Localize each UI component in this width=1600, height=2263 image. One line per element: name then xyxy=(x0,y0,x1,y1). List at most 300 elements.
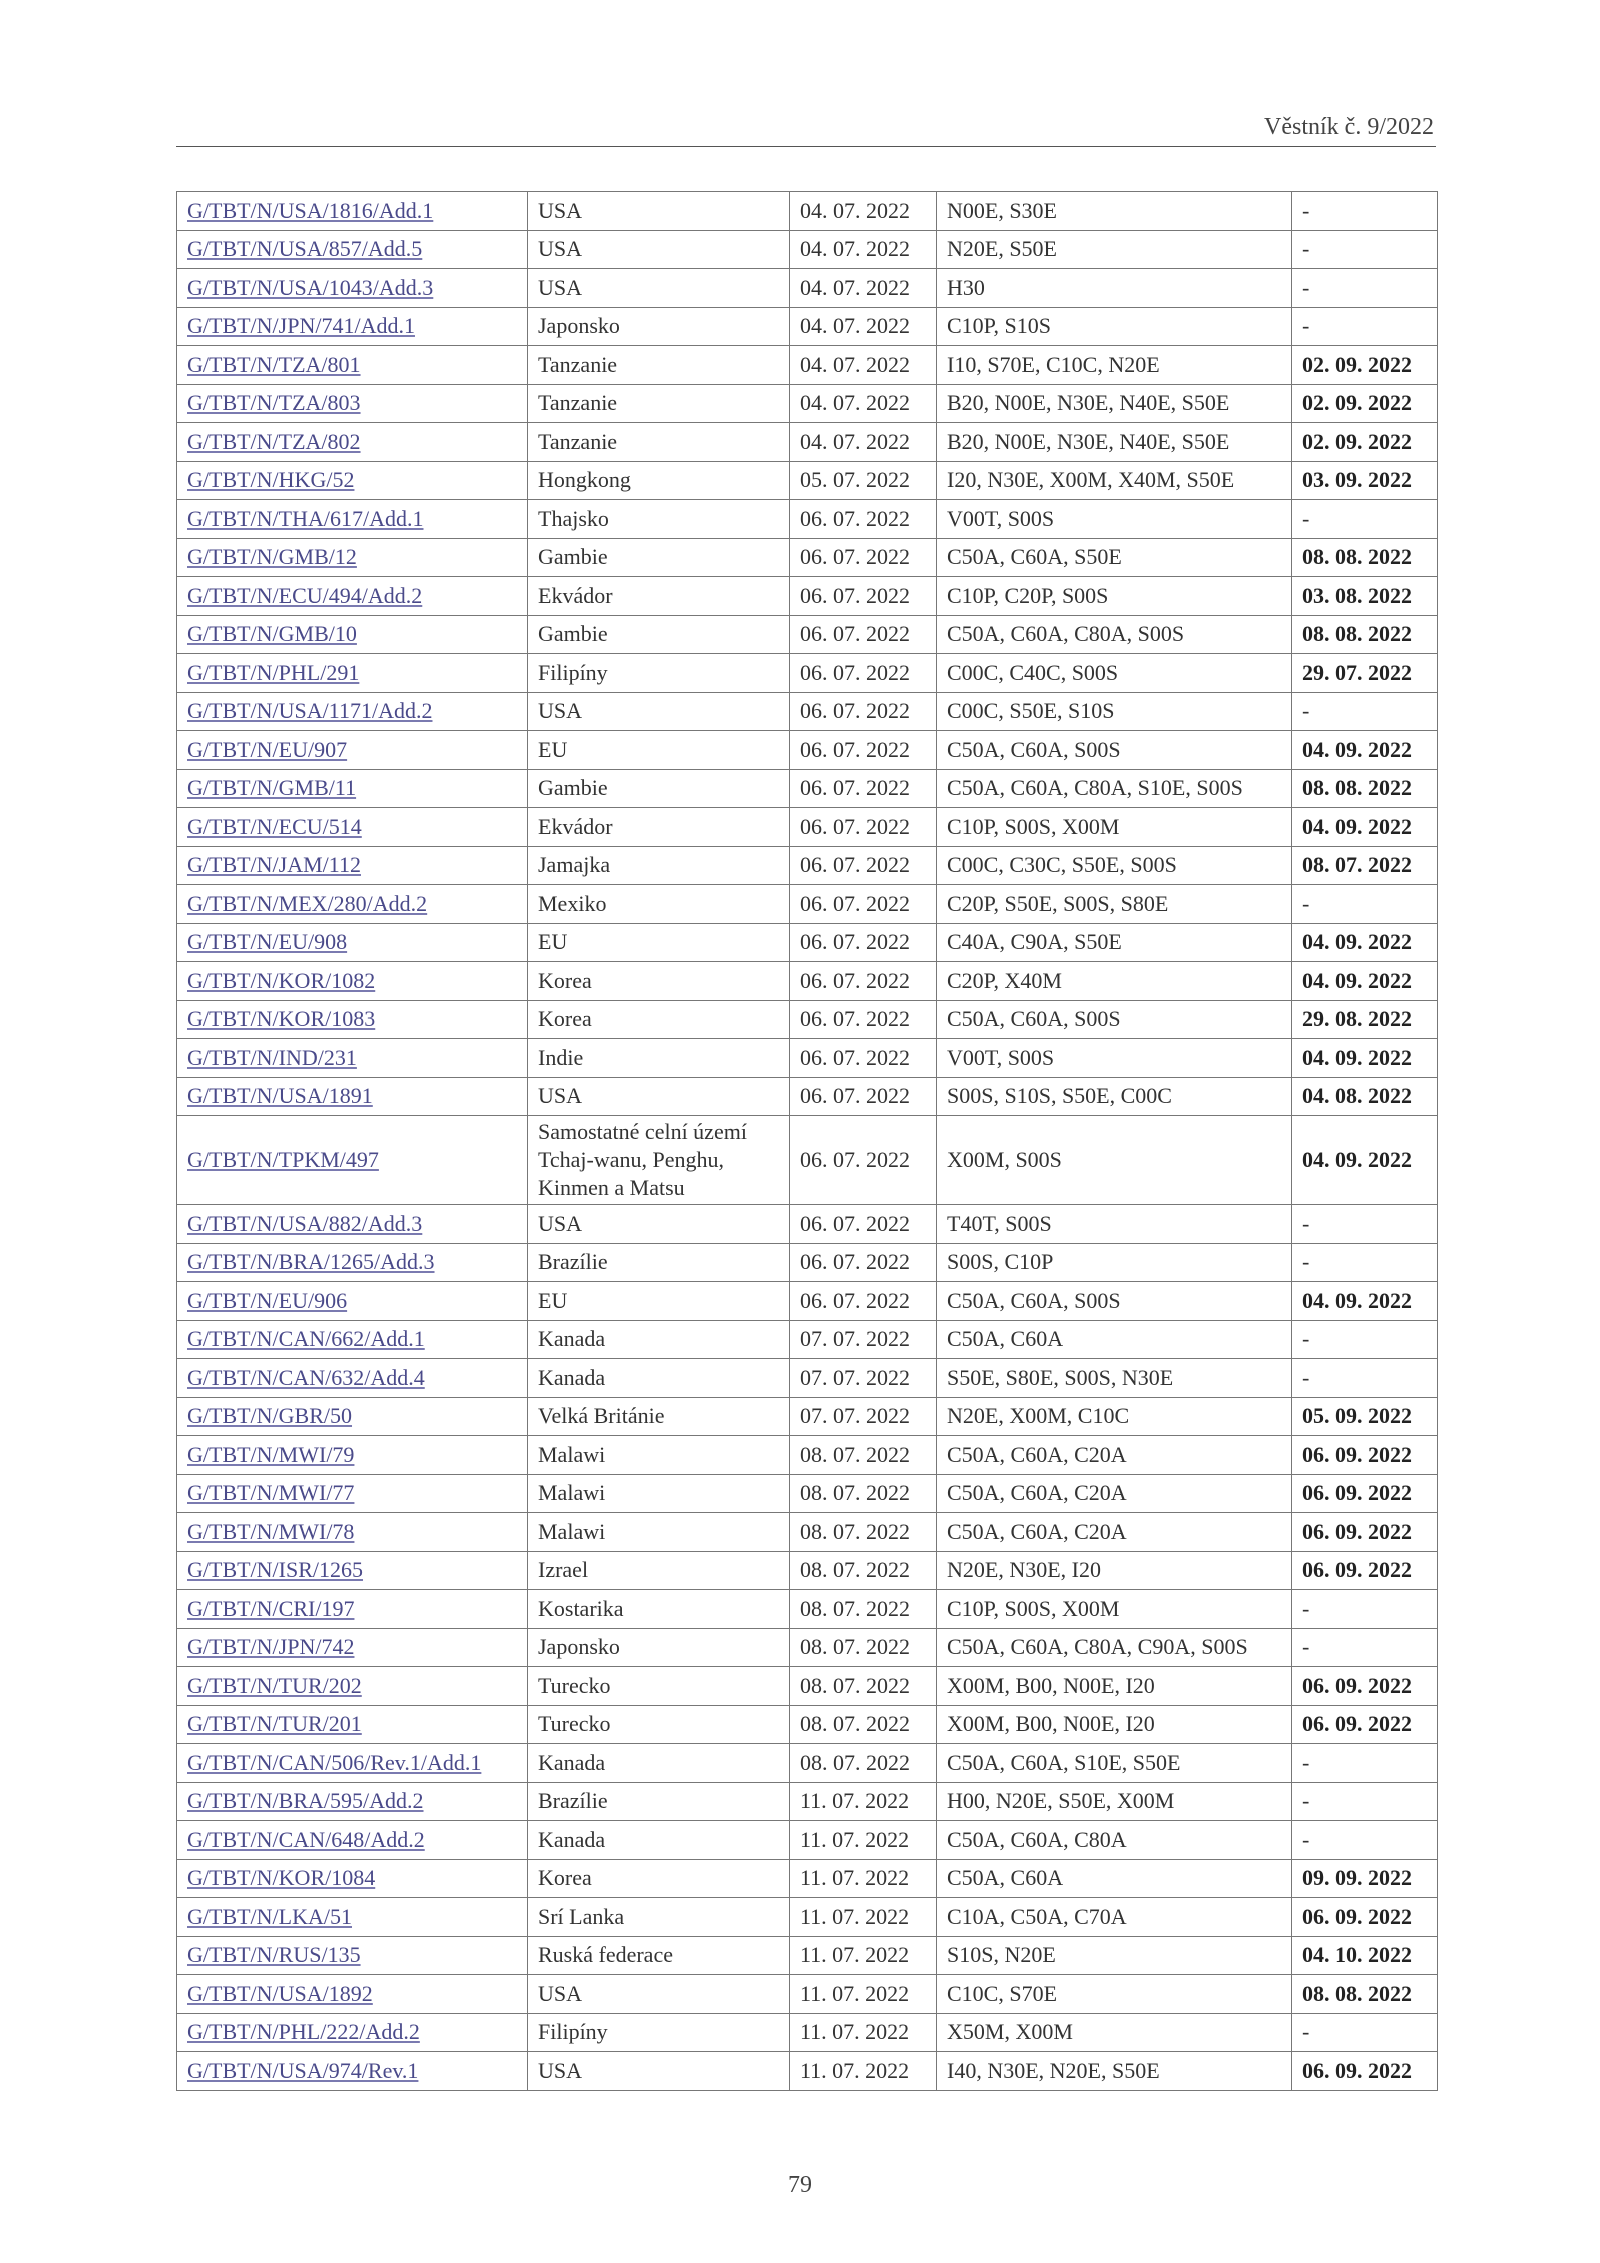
codes-cell: C20P, S50E, S00S, S80E xyxy=(937,885,1292,924)
codes-cell: C50A, C60A, C80A, S10E, S00S xyxy=(937,769,1292,808)
notification-symbol-link[interactable]: G/TBT/N/EU/908 xyxy=(187,929,348,955)
codes-cell: N00E, S30E xyxy=(937,192,1292,231)
country-cell: Filipíny xyxy=(528,654,790,693)
deadline-cell: - xyxy=(1292,1320,1438,1359)
codes-cell: C50A, C60A, C20A xyxy=(937,1513,1292,1552)
country-cell: Kostarika xyxy=(528,1590,790,1629)
journal-title: Věstník č. 9/2022 xyxy=(1264,114,1434,140)
notification-symbol-link[interactable]: G/TBT/N/USA/1171/Add.2 xyxy=(187,698,433,724)
date-cell: 08. 07. 2022 xyxy=(790,1551,937,1590)
notification-symbol-link[interactable]: G/TBT/N/USA/1043/Add.3 xyxy=(187,274,434,300)
country-cell: Kanada xyxy=(528,1821,790,1860)
table-row xyxy=(177,384,1438,423)
notification-symbol-link[interactable]: G/TBT/N/BRA/595/Add.2 xyxy=(187,1788,424,1814)
symbol-cell xyxy=(177,615,528,654)
date-cell: 08. 07. 2022 xyxy=(790,1513,937,1552)
notification-symbol-link[interactable]: G/TBT/N/MEX/280/Add.2 xyxy=(187,890,428,916)
notification-symbol-link[interactable]: G/TBT/N/EU/906 xyxy=(187,1287,348,1313)
table-row xyxy=(177,1898,1438,1937)
date-cell: 06. 07. 2022 xyxy=(790,923,937,962)
table-row xyxy=(177,1936,1438,1975)
codes-cell: V00T, S00S xyxy=(937,1039,1292,1078)
codes-cell: I20, N30E, X00M, X40M, S50E xyxy=(937,461,1292,500)
country-cell: Jamajka xyxy=(528,846,790,885)
symbol-cell xyxy=(177,808,528,847)
country-cell: Mexiko xyxy=(528,885,790,924)
symbol-cell xyxy=(177,346,528,385)
deadline-cell: - xyxy=(1292,307,1438,346)
table-row xyxy=(177,615,1438,654)
table-row xyxy=(177,769,1438,808)
deadline-cell: 02. 09. 2022 xyxy=(1292,423,1438,462)
deadline-cell: 06. 09. 2022 xyxy=(1292,1436,1438,1475)
date-cell: 06. 07. 2022 xyxy=(790,808,937,847)
date-cell: 06. 07. 2022 xyxy=(790,1243,937,1282)
deadline-cell: 06. 09. 2022 xyxy=(1292,1705,1438,1744)
country-cell: Malawi xyxy=(528,1474,790,1513)
date-cell: 08. 07. 2022 xyxy=(790,1628,937,1667)
notification-symbol-link[interactable]: G/TBT/N/IND/231 xyxy=(187,1044,357,1070)
country-cell: USA xyxy=(528,192,790,231)
deadline-cell: - xyxy=(1292,1628,1438,1667)
date-cell: 06. 07. 2022 xyxy=(790,692,937,731)
date-cell: 04. 07. 2022 xyxy=(790,269,937,308)
country-cell: USA xyxy=(528,692,790,731)
deadline-cell: 09. 09. 2022 xyxy=(1292,1859,1438,1898)
country-cell: EU xyxy=(528,1282,790,1321)
notification-symbol-link[interactable]: G/TBT/N/GBR/50 xyxy=(187,1403,353,1429)
date-cell: 07. 07. 2022 xyxy=(790,1359,937,1398)
symbol-cell xyxy=(177,1705,528,1744)
deadline-cell: 04. 09. 2022 xyxy=(1292,923,1438,962)
country-cell: Tanzanie xyxy=(528,384,790,423)
date-cell: 11. 07. 2022 xyxy=(790,2013,937,2052)
country-cell: Korea xyxy=(528,962,790,1001)
country-cell: Gambie xyxy=(528,615,790,654)
codes-cell: I40, N30E, N20E, S50E xyxy=(937,2052,1292,2091)
table-row xyxy=(177,1397,1438,1436)
symbol-cell xyxy=(177,1859,528,1898)
country-cell: Japonsko xyxy=(528,1628,790,1667)
codes-cell: I10, S70E, C10C, N20E xyxy=(937,346,1292,385)
symbol-cell xyxy=(177,1282,528,1321)
symbol-cell xyxy=(177,1936,528,1975)
symbol-cell xyxy=(177,461,528,500)
table-row xyxy=(177,1282,1438,1321)
codes-cell: C10P, C20P, S00S xyxy=(937,577,1292,616)
date-cell: 06. 07. 2022 xyxy=(790,769,937,808)
date-cell: 06. 07. 2022 xyxy=(790,885,937,924)
country-cell: EU xyxy=(528,923,790,962)
symbol-cell xyxy=(177,1975,528,2014)
table-row xyxy=(177,1116,1438,1205)
symbol-cell xyxy=(177,1039,528,1078)
country-cell: Brazílie xyxy=(528,1243,790,1282)
date-cell: 11. 07. 2022 xyxy=(790,1859,937,1898)
notification-symbol-link[interactable]: G/TBT/N/CAN/662/Add.1 xyxy=(187,1326,425,1352)
page-header xyxy=(176,108,1436,147)
table-row xyxy=(177,577,1438,616)
date-cell: 04. 07. 2022 xyxy=(790,346,937,385)
symbol-cell xyxy=(177,1551,528,1590)
country-cell: Ruská federace xyxy=(528,1936,790,1975)
country-cell: Velká Británie xyxy=(528,1397,790,1436)
notification-symbol-link[interactable]: G/TBT/N/JPN/741/Add.1 xyxy=(187,313,415,339)
table-row xyxy=(177,1077,1438,1116)
country-cell: EU xyxy=(528,731,790,770)
symbol-cell xyxy=(177,1590,528,1629)
symbol-cell xyxy=(177,1000,528,1039)
deadline-cell: 06. 09. 2022 xyxy=(1292,1667,1438,1706)
symbol-cell xyxy=(177,1821,528,1860)
notification-symbol-link[interactable]: G/TBT/N/USA/1892 xyxy=(187,1980,373,2006)
symbol-cell xyxy=(177,731,528,770)
deadline-cell: - xyxy=(1292,230,1438,269)
symbol-cell xyxy=(177,846,528,885)
codes-cell: C10A, C50A, C70A xyxy=(937,1898,1292,1937)
deadline-cell: - xyxy=(1292,269,1438,308)
country-cell: Samostatné celní území Tchaj-wanu, Penghu, Kinmen a Matsu xyxy=(528,1116,790,1205)
codes-cell: C50A, C60A, C20A xyxy=(937,1474,1292,1513)
deadline-cell: 04. 10. 2022 xyxy=(1292,1936,1438,1975)
symbol-cell xyxy=(177,1359,528,1398)
country-cell: Kanada xyxy=(528,1359,790,1398)
symbol-cell xyxy=(177,1744,528,1783)
table-row xyxy=(177,1513,1438,1552)
symbol-cell xyxy=(177,1205,528,1244)
notification-symbol-link[interactable]: G/TBT/N/TPKM/497 xyxy=(187,1146,379,1172)
table-row xyxy=(177,1975,1438,2014)
notification-symbol-link[interactable]: G/TBT/N/KOR/1084 xyxy=(187,1865,376,1891)
symbol-cell xyxy=(177,577,528,616)
deadline-cell: 29. 07. 2022 xyxy=(1292,654,1438,693)
deadline-cell: - xyxy=(1292,1243,1438,1282)
table-row xyxy=(177,808,1438,847)
notification-symbol-link[interactable]: G/TBT/N/USA/857/Add.5 xyxy=(187,236,423,262)
symbol-cell xyxy=(177,769,528,808)
notification-symbol-link[interactable]: G/TBT/N/ISR/1265 xyxy=(187,1557,364,1583)
codes-cell: C50A, C60A xyxy=(937,1320,1292,1359)
symbol-cell xyxy=(177,192,528,231)
deadline-cell: 04. 09. 2022 xyxy=(1292,1039,1438,1078)
deadline-cell: - xyxy=(1292,1359,1438,1398)
table-row xyxy=(177,1590,1438,1629)
notification-symbol-link[interactable]: G/TBT/N/GMB/11 xyxy=(187,775,357,801)
country-cell: USA xyxy=(528,230,790,269)
notification-symbol-link[interactable]: G/TBT/N/RUS/135 xyxy=(187,1942,361,1968)
notification-symbol-link[interactable]: G/TBT/N/MWI/78 xyxy=(187,1518,355,1544)
codes-cell: N20E, S50E xyxy=(937,230,1292,269)
deadline-cell: 06. 09. 2022 xyxy=(1292,1898,1438,1937)
symbol-cell xyxy=(177,2013,528,2052)
table-row xyxy=(177,538,1438,577)
deadline-cell: 02. 09. 2022 xyxy=(1292,384,1438,423)
symbol-cell xyxy=(177,1397,528,1436)
notification-symbol-link[interactable]: G/TBT/N/MWI/77 xyxy=(187,1480,355,1506)
country-cell: Srí Lanka xyxy=(528,1898,790,1937)
deadline-cell: 03. 08. 2022 xyxy=(1292,577,1438,616)
table-row xyxy=(177,230,1438,269)
table-row xyxy=(177,1667,1438,1706)
deadline-cell: 08. 08. 2022 xyxy=(1292,769,1438,808)
codes-cell: C20P, X40M xyxy=(937,962,1292,1001)
codes-cell: C50A, C60A, C80A, C90A, S00S xyxy=(937,1628,1292,1667)
codes-cell: N20E, N30E, I20 xyxy=(937,1551,1292,1590)
country-cell: Gambie xyxy=(528,769,790,808)
notification-symbol-link[interactable]: G/TBT/N/GMB/10 xyxy=(187,621,357,647)
notification-symbol-link[interactable]: G/TBT/N/TZA/801 xyxy=(187,351,361,377)
symbol-cell xyxy=(177,1116,528,1205)
date-cell: 04. 07. 2022 xyxy=(790,384,937,423)
deadline-cell: - xyxy=(1292,1782,1438,1821)
country-cell: Brazílie xyxy=(528,1782,790,1821)
notification-symbol-link[interactable]: G/TBT/N/GMB/12 xyxy=(187,544,357,570)
table-row xyxy=(177,1744,1438,1783)
codes-cell: C10P, S00S, X00M xyxy=(937,1590,1292,1629)
notification-symbol-link[interactable]: G/TBT/N/EU/907 xyxy=(187,736,348,762)
notification-symbol-link[interactable]: G/TBT/N/USA/1816/Add.1 xyxy=(187,197,434,223)
codes-cell: S00S, S10S, S50E, C00C xyxy=(937,1077,1292,1116)
symbol-cell xyxy=(177,885,528,924)
deadline-cell: - xyxy=(1292,2013,1438,2052)
table-row xyxy=(177,885,1438,924)
symbol-cell xyxy=(177,1513,528,1552)
deadline-cell: - xyxy=(1292,192,1438,231)
country-cell: Izrael xyxy=(528,1551,790,1590)
country-cell: Turecko xyxy=(528,1667,790,1706)
notification-symbol-link[interactable]: G/TBT/N/JAM/112 xyxy=(187,852,361,878)
table-row xyxy=(177,1359,1438,1398)
notification-symbol-link[interactable]: G/TBT/N/CAN/632/Add.4 xyxy=(187,1364,425,1390)
deadline-cell: 29. 08. 2022 xyxy=(1292,1000,1438,1039)
symbol-cell xyxy=(177,654,528,693)
table-row xyxy=(177,1628,1438,1667)
table-row xyxy=(177,654,1438,693)
date-cell: 06. 07. 2022 xyxy=(790,1205,937,1244)
country-cell: USA xyxy=(528,269,790,308)
codes-cell: C40A, C90A, S50E xyxy=(937,923,1292,962)
codes-cell: X50M, X00M xyxy=(937,2013,1292,2052)
date-cell: 06. 07. 2022 xyxy=(790,1039,937,1078)
deadline-cell: 08. 08. 2022 xyxy=(1292,615,1438,654)
table-row xyxy=(177,2013,1438,2052)
deadline-cell: 08. 07. 2022 xyxy=(1292,846,1438,885)
notifications-table xyxy=(176,191,1438,2091)
table-row xyxy=(177,731,1438,770)
symbol-cell xyxy=(177,1436,528,1475)
date-cell: 11. 07. 2022 xyxy=(790,1782,937,1821)
deadline-cell: - xyxy=(1292,1590,1438,1629)
codes-cell: S10S, N20E xyxy=(937,1936,1292,1975)
table-row xyxy=(177,1705,1438,1744)
symbol-cell xyxy=(177,1320,528,1359)
deadline-cell: - xyxy=(1292,1744,1438,1783)
codes-cell: H00, N20E, S50E, X00M xyxy=(937,1782,1292,1821)
date-cell: 11. 07. 2022 xyxy=(790,1975,937,2014)
notification-symbol-link[interactable]: G/TBT/N/PHL/222/Add.2 xyxy=(187,2019,420,2045)
deadline-cell: 05. 09. 2022 xyxy=(1292,1397,1438,1436)
symbol-cell xyxy=(177,923,528,962)
table-row xyxy=(177,923,1438,962)
codes-cell: C10P, S00S, X00M xyxy=(937,808,1292,847)
symbol-cell xyxy=(177,384,528,423)
table-row xyxy=(177,346,1438,385)
symbol-cell xyxy=(177,538,528,577)
date-cell: 11. 07. 2022 xyxy=(790,1898,937,1937)
date-cell: 11. 07. 2022 xyxy=(790,1936,937,1975)
notification-symbol-link[interactable]: G/TBT/N/ECU/514 xyxy=(187,813,362,839)
symbol-cell xyxy=(177,962,528,1001)
notification-symbol-link[interactable]: G/TBT/N/ECU/494/Add.2 xyxy=(187,582,423,608)
notifications-table-body xyxy=(177,192,1438,2091)
deadline-cell: 04. 09. 2022 xyxy=(1292,1116,1438,1205)
date-cell: 06. 07. 2022 xyxy=(790,1000,937,1039)
table-row xyxy=(177,1436,1438,1475)
codes-cell: C50A, C60A, C80A, S00S xyxy=(937,615,1292,654)
codes-cell: C50A, C60A, S00S xyxy=(937,1000,1292,1039)
country-cell: Korea xyxy=(528,1859,790,1898)
table-row xyxy=(177,1821,1438,1860)
deadline-cell: 04. 09. 2022 xyxy=(1292,808,1438,847)
country-cell: Korea xyxy=(528,1000,790,1039)
notification-symbol-link[interactable]: G/TBT/N/TUR/202 xyxy=(187,1672,362,1698)
date-cell: 08. 07. 2022 xyxy=(790,1744,937,1783)
deadline-cell: 08. 08. 2022 xyxy=(1292,1975,1438,2014)
notification-symbol-link[interactable]: G/TBT/N/TZA/802 xyxy=(187,428,361,454)
date-cell: 11. 07. 2022 xyxy=(790,1821,937,1860)
country-cell: Indie xyxy=(528,1039,790,1078)
notification-symbol-link[interactable]: G/TBT/N/KOR/1083 xyxy=(187,1006,376,1032)
deadline-cell: 04. 09. 2022 xyxy=(1292,731,1438,770)
country-cell: USA xyxy=(528,1077,790,1116)
notification-symbol-link[interactable]: G/TBT/N/BRA/1265/Add.3 xyxy=(187,1249,435,1275)
country-cell: USA xyxy=(528,1205,790,1244)
table-row xyxy=(177,307,1438,346)
table-row xyxy=(177,461,1438,500)
table-row xyxy=(177,962,1438,1001)
date-cell: 04. 07. 2022 xyxy=(790,423,937,462)
notification-symbol-link[interactable]: G/TBT/N/MWI/79 xyxy=(187,1441,355,1467)
table-row xyxy=(177,1551,1438,1590)
codes-cell: C50A, C60A, S00S xyxy=(937,1282,1292,1321)
country-cell: Ekvádor xyxy=(528,577,790,616)
table-row xyxy=(177,692,1438,731)
notification-symbol-link[interactable]: G/TBT/N/PHL/291 xyxy=(187,659,360,685)
symbol-cell xyxy=(177,1667,528,1706)
notification-symbol-link[interactable]: G/TBT/N/CAN/506/Rev.1/Add.1 xyxy=(187,1749,482,1775)
notification-symbol-link[interactable]: G/TBT/N/USA/974/Rev.1 xyxy=(187,2057,419,2083)
symbol-cell xyxy=(177,1474,528,1513)
country-cell: Hongkong xyxy=(528,461,790,500)
table-row xyxy=(177,1859,1438,1898)
country-cell: Kanada xyxy=(528,1320,790,1359)
date-cell: 04. 07. 2022 xyxy=(790,192,937,231)
codes-cell: B20, N00E, N30E, N40E, S50E xyxy=(937,423,1292,462)
notification-symbol-link[interactable]: G/TBT/N/JPN/742 xyxy=(187,1634,355,1660)
deadline-cell: 04. 08. 2022 xyxy=(1292,1077,1438,1116)
codes-cell: X00M, B00, N00E, I20 xyxy=(937,1667,1292,1706)
country-cell: Tanzanie xyxy=(528,423,790,462)
symbol-cell xyxy=(177,1077,528,1116)
codes-cell: N20E, X00M, C10C xyxy=(937,1397,1292,1436)
table-row xyxy=(177,846,1438,885)
country-cell: Malawi xyxy=(528,1513,790,1552)
table-row xyxy=(177,1243,1438,1282)
codes-cell: T40T, S00S xyxy=(937,1205,1292,1244)
date-cell: 08. 07. 2022 xyxy=(790,1705,937,1744)
notification-symbol-link[interactable]: G/TBT/N/CAN/648/Add.2 xyxy=(187,1826,425,1852)
codes-cell: C10C, S70E xyxy=(937,1975,1292,2014)
table-row xyxy=(177,1000,1438,1039)
notification-symbol-link[interactable]: G/TBT/N/TUR/201 xyxy=(187,1711,362,1737)
date-cell: 08. 07. 2022 xyxy=(790,1667,937,1706)
deadline-cell: - xyxy=(1292,692,1438,731)
codes-cell: C00C, S50E, S10S xyxy=(937,692,1292,731)
codes-cell: X00M, B00, N00E, I20 xyxy=(937,1705,1292,1744)
date-cell: 06. 07. 2022 xyxy=(790,731,937,770)
deadline-cell: 06. 09. 2022 xyxy=(1292,2052,1438,2091)
country-cell: Japonsko xyxy=(528,307,790,346)
date-cell: 07. 07. 2022 xyxy=(790,1320,937,1359)
date-cell: 08. 07. 2022 xyxy=(790,1474,937,1513)
symbol-cell xyxy=(177,692,528,731)
country-cell: Turecko xyxy=(528,1705,790,1744)
codes-cell: H30 xyxy=(937,269,1292,308)
table-row xyxy=(177,500,1438,539)
codes-cell: C10P, S10S xyxy=(937,307,1292,346)
notification-symbol-link[interactable]: G/TBT/N/TZA/803 xyxy=(187,390,361,416)
codes-cell: C50A, C60A, C80A xyxy=(937,1821,1292,1860)
codes-cell: S00S, C10P xyxy=(937,1243,1292,1282)
symbol-cell xyxy=(177,307,528,346)
notification-symbol-link[interactable]: G/TBT/N/THA/617/Add.1 xyxy=(187,505,424,531)
codes-cell: B20, N00E, N30E, N40E, S50E xyxy=(937,384,1292,423)
date-cell: 05. 07. 2022 xyxy=(790,461,937,500)
notification-symbol-link[interactable]: G/TBT/N/LKA/51 xyxy=(187,1903,352,1929)
deadline-cell: - xyxy=(1292,500,1438,539)
notification-symbol-link[interactable]: G/TBT/N/USA/1891 xyxy=(187,1083,373,1109)
notification-symbol-link[interactable]: G/TBT/N/KOR/1082 xyxy=(187,967,376,993)
date-cell: 08. 07. 2022 xyxy=(790,1436,937,1475)
codes-cell: C50A, C60A, S00S xyxy=(937,731,1292,770)
deadline-cell: - xyxy=(1292,1205,1438,1244)
notification-symbol-link[interactable]: G/TBT/N/HKG/52 xyxy=(187,467,355,493)
deadline-cell: 02. 09. 2022 xyxy=(1292,346,1438,385)
date-cell: 06. 07. 2022 xyxy=(790,500,937,539)
codes-cell: C00C, C30C, S50E, S00S xyxy=(937,846,1292,885)
country-cell: Thajsko xyxy=(528,500,790,539)
notification-symbol-link[interactable]: G/TBT/N/CRI/197 xyxy=(187,1595,355,1621)
codes-cell: S50E, S80E, S00S, N30E xyxy=(937,1359,1292,1398)
country-cell: Filipíny xyxy=(528,2013,790,2052)
table-row xyxy=(177,1320,1438,1359)
page-number: 79 xyxy=(788,2172,812,2198)
deadline-cell: 08. 08. 2022 xyxy=(1292,538,1438,577)
date-cell: 04. 07. 2022 xyxy=(790,230,937,269)
symbol-cell xyxy=(177,1628,528,1667)
date-cell: 06. 07. 2022 xyxy=(790,538,937,577)
date-cell: 11. 07. 2022 xyxy=(790,2052,937,2091)
symbol-cell xyxy=(177,2052,528,2091)
date-cell: 06. 07. 2022 xyxy=(790,846,937,885)
notification-symbol-link[interactable]: G/TBT/N/USA/882/Add.3 xyxy=(187,1210,423,1236)
table-row xyxy=(177,1474,1438,1513)
country-cell: Kanada xyxy=(528,1744,790,1783)
table-row xyxy=(177,269,1438,308)
date-cell: 06. 07. 2022 xyxy=(790,1116,937,1205)
deadline-cell: 03. 09. 2022 xyxy=(1292,461,1438,500)
symbol-cell xyxy=(177,500,528,539)
